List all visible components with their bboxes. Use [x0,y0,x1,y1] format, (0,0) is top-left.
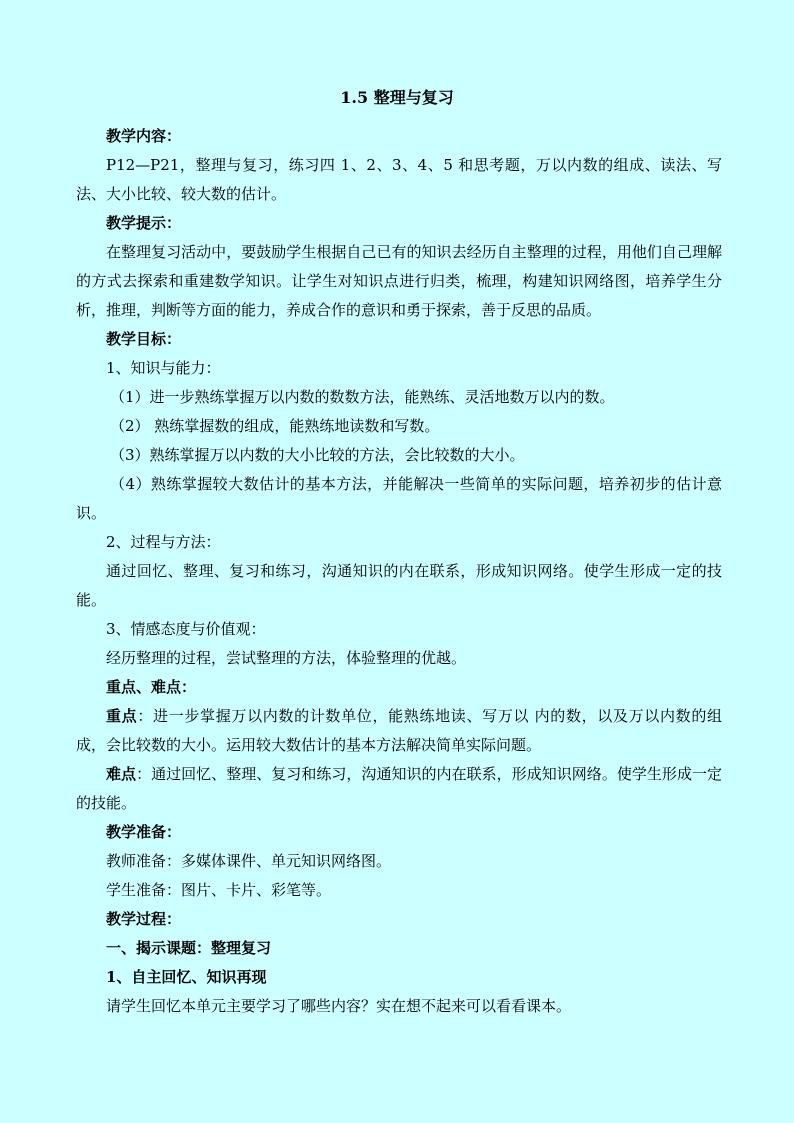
goal2-title: 2、过程与方法： [106,533,221,551]
key-point-text: ：进一步掌握万以内数的计数单位，能熟练地读、写万以 内的数，以及万以内数的组成，会比较数的大小。运用较大数估计的基本方法解决简单实际问题。 [76,707,722,754]
key-point-label: 重点 [106,707,138,725]
goal3-title: 3、情感态度与价值观： [106,620,266,638]
heading-teaching-prep: 教学准备： [106,823,182,841]
goal1-item: （1）进一步熟练掌握万以内数的数数方法，能熟练、灵活地数万以内的数。 [110,388,615,406]
heading-teaching-goals: 教学目标： [106,330,182,348]
difficulty-label: 难点 [106,765,137,783]
page-title: 1.5 整理与复习 [340,88,454,107]
prep-teacher: 教师准备：多媒体课件、单元知识网络图。 [106,852,392,870]
heading-key-points: 重点、难点： [106,678,197,696]
goal3-text: 经历整理的过程，尝试整理的方法，体验整理的优越。 [106,649,467,667]
goal1-item: （3）熟练掌握万以内数的大小比较的方法，会比较数的大小。 [110,446,525,464]
document-body [76,122,722,1021]
goal1-title: 1、知识与能力： [106,359,221,377]
heading-section-1: 一、揭示课题：整理复习 [106,939,272,957]
goal2-text: 通过回忆、整理、复习和练习，沟通知识的内在联系，形成知识网络。使学生形成一定的技能。 [76,562,722,609]
paragraph-teaching-content: P12—P21，整理与复习，练习四 1、2、3、4、5 和思考题，万以内数的组成、读法、写法、大小比较、较大数的估计。 [76,156,722,203]
paragraph-subsection-1: 请学生回忆本单元主要学习了哪些内容？实在想不起来可以看看课本。 [106,997,572,1015]
heading-teaching-process: 教学过程： [106,910,182,928]
heading-subsection-1: 1、自主回忆、知识再现 [106,968,267,986]
paragraph-difficulty [76,760,722,818]
goal1-item: （4）熟练掌握较大数估计的基本方法，并能解决一些简单的实际问题，培养初步的估计意识。 [76,475,722,522]
difficulty-text: ：通过回忆、整理、复习和练习，沟通知识的内在联系，形成知识网络。使学生形成一定的技能。 [76,765,722,812]
paragraph-teaching-tips: 在整理复习活动中，要鼓励学生根据自己已有的知识去经历自主整理的过程，用他们自己理解的方式去探索和重建数学知识。让学生对知识点进行归类，梳理，构建知识网络图，培养学生分析，推理，判断等方面的能力，养成合作的意识和勇于探索，善于反思的品质。 [76,243,722,319]
prep-student: 学生准备：图片、卡片、彩笔等。 [106,881,332,899]
goal1-item: （2） 熟练掌握数的组成，能熟练地读数和写数。 [110,417,440,435]
heading-teaching-content: 教学内容： [106,127,182,145]
heading-teaching-tips: 教学提示： [106,214,182,232]
paragraph-key-point [76,702,722,760]
